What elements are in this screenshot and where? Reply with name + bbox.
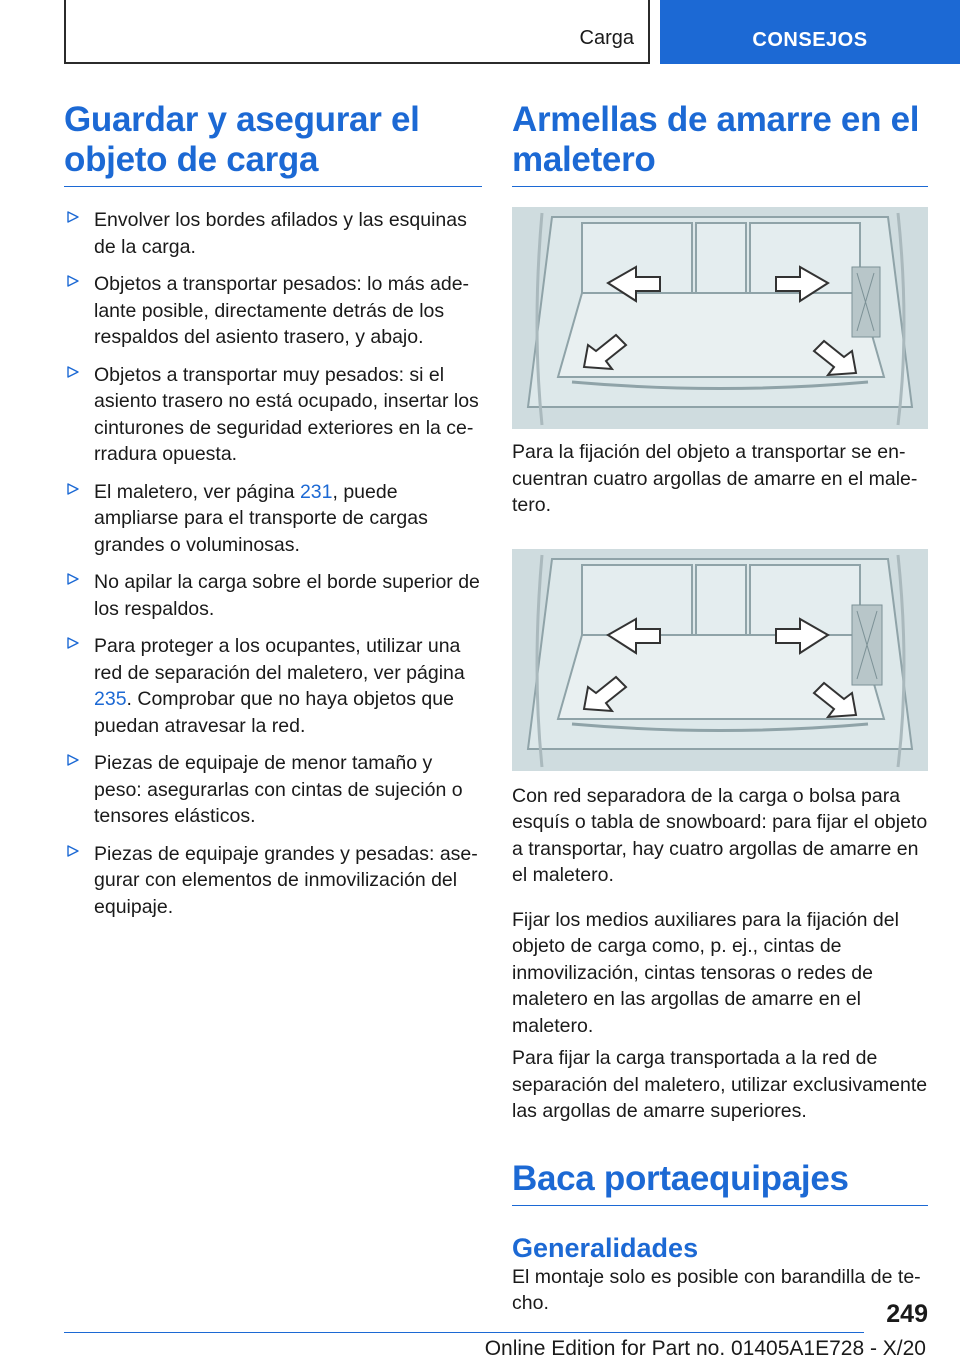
triangle-bullet-icon [66,572,80,586]
left-title-line-1: Guardar y asegurar el [64,100,420,139]
section-title-roof-rack: Baca portaequipajes [512,1159,928,1206]
bullet-text-after: . Comprobar que no haya objetos que puedan atravesar la red. [94,688,454,737]
header-section-tab [64,0,650,64]
left-title [64,100,482,187]
triangle-bullet-icon [66,636,80,650]
caption-1: Para la fijación del objeto a transportar se encuentran cuatro argollas de amarre en el maletero. [512,441,918,516]
subsection-title-general: Generalidades [512,1232,699,1263]
paragraph-2: Para fijar la carga transportada a la red de separación del maletero, utilizar exclusivamente las argollas de amarre superiores. [512,1047,928,1122]
bullet-text: Piezas de equipaje de menor tamaño y peso: asegurarlas con cintas de sujeción o tensores elásticos. [94,752,463,827]
bullet-item [64,207,482,260]
paragraph-3: El montaje solo es posible con barandilla de techo. [512,1265,921,1314]
triangle-bullet-icon [66,274,80,288]
bullet-text-before: El maletero, ver página [94,480,300,503]
page-link-231[interactable]: 231 [299,480,333,503]
triangle-bullet-icon [66,844,80,858]
triangle-bullet-icon [66,482,80,496]
bullet-text-before: Para proteger a los ocupantes, utilizar una red de separación del maletero, ver página [94,635,465,684]
bullet-text-after: , puede ampliarse para el transporte de cargas grandes o voluminosas. [94,480,428,556]
triangle-bullet-icon [66,753,80,767]
header-section-label: Carga [579,27,634,49]
left-column [64,100,482,931]
footer-divider [64,1332,864,1333]
bullet-text: Objetos a transportar muy pesados: si el asiento trasero no está ocupado, insertar los cinturones de seguridad exteriores en la cerradura opuesta. [94,363,479,465]
bullet-list [64,207,482,920]
triangle-bullet-icon [66,210,80,224]
bullet-text: Objetos a transportar pesados: lo más adelante posible, directamente detrás de los respaldos del asiento trasero, y abajo. [94,273,470,348]
header-chapter-label: CONSEJOS [752,29,868,51]
bullet-text: Piezas de equipaje grandes y pesadas: asegurar con elementos de inmovilización del equipaje. [94,842,478,918]
right-title-line-1: Armellas de amarre en el [512,100,920,139]
right-column [512,100,928,1317]
caption-2: Con red separadora de la carga o bolsa para esquís o tabla de snowboard: para fijar el objeto a transportar, hay cuatro argollas de amarre en el maletero. [512,784,928,886]
trunk-lashing-eyes-with-net-illustration [512,549,928,771]
bullet-item [64,569,482,622]
triangle-bullet-icon [66,365,80,379]
bullet-item [64,750,482,830]
page-number: 249 [886,1300,928,1328]
paragraph-1: Fijar los medios auxiliares para la fijación del objeto de carga como, p. ej., cintas de inmovilización, cintas tensoras o redes de maletero en las argollas de amarre en el maletero. [512,908,899,1037]
bullet-item [64,362,482,468]
bullet-item [64,479,482,559]
footer-edition: Online Edition for Part no. 01405A1E728 - X/20 [484,1337,926,1360]
page-link-235[interactable]: 235 [94,688,127,710]
bullet-text: Envolver los bordes afilados y las esquinas de la carga. [94,209,467,258]
header-chapter-tab [660,0,960,64]
trunk-lashing-eyes-illustration [512,207,928,429]
bullet-item [64,633,482,739]
right-title-line-2: maletero [512,140,656,179]
right-title [512,100,928,187]
left-title-line-2: objeto de carga [64,140,319,179]
bullet-item [64,271,482,351]
bullet-text: No apilar la carga sobre el borde superior de los respaldos. [94,571,480,620]
bullet-item [64,841,482,921]
